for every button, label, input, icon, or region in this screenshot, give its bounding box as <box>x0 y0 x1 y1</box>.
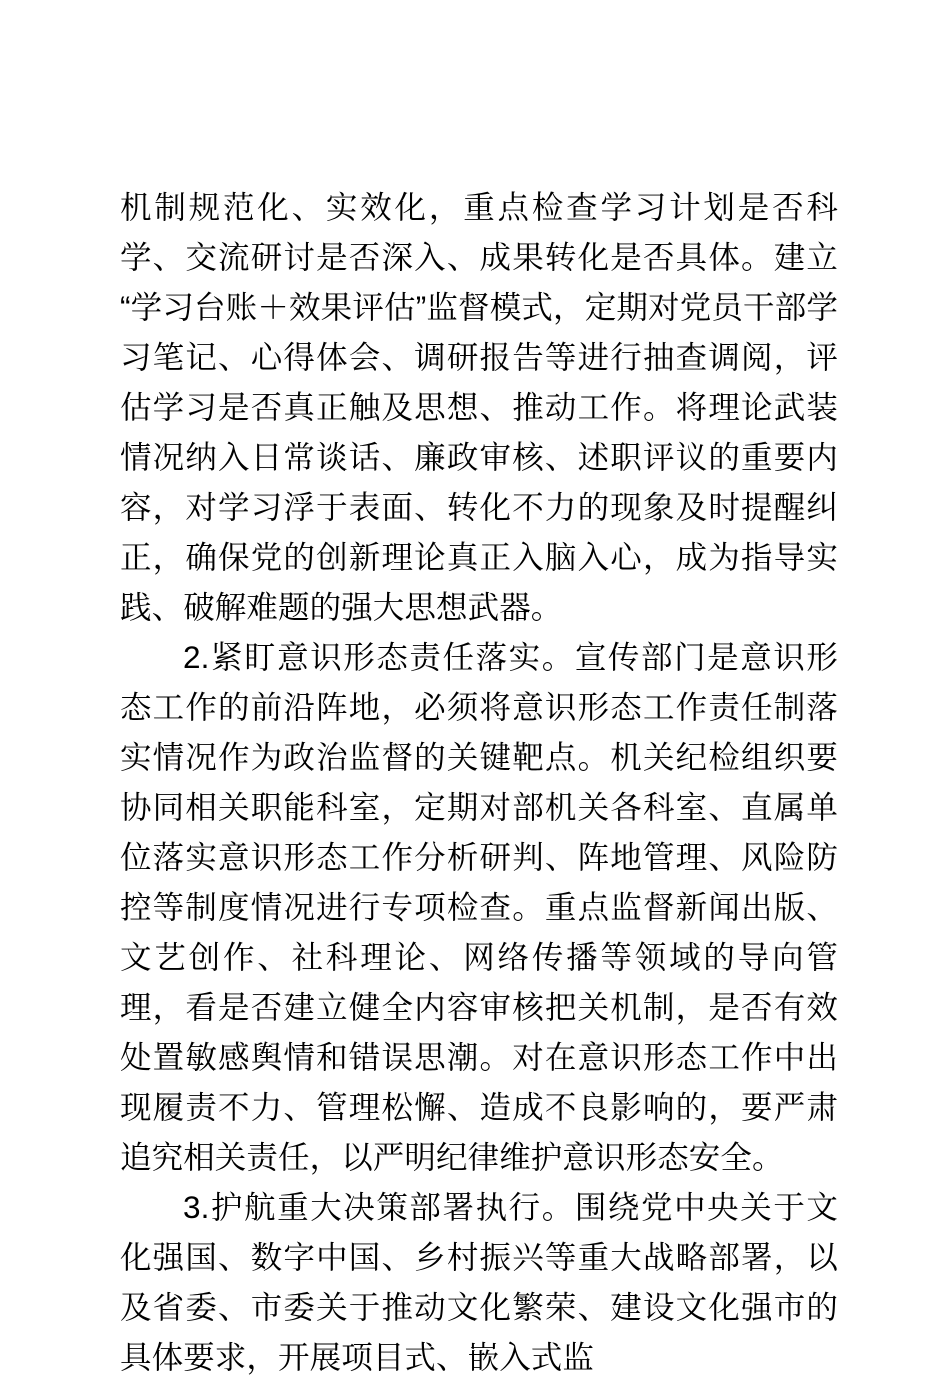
paragraph-item-2: 2.紧盯意识形态责任落实。宣传部门是意识形态工作的前沿阵地，必须将意识形态工作责任制落实情况作为政治监督的关键靶点。机关纪检组织要协同相关职能科室，定期对部机关各科室、直属单位落实意识形态工作分析研判、阵地管理、风险防控等制度情况进行专项检查。重点监督新闻出版、文艺创作、社科理论、网络传播等领域的导向管理，看是否建立健全内容审核把关机制，是否有效处置敏感舆情和错误思潮。对在意识形态工作中出现履责不力、管理松懈、造成不良影响的，要严肃追究相关责任，以严明纪律维护意识形态安全。 <box>120 639 838 1175</box>
paragraph-item-3: 3.护航重大决策部署执行。围绕党中央关于文化强国、数字中国、乡村振兴等重大战略部署，以及省委、市委关于推动文化繁荣、建设文化强市的具体要求，开展项目式、嵌入式监 <box>120 1189 838 1375</box>
paragraph-continued: 机制规范化、实效化，重点检查学习计划是否科学、交流研讨是否深入、成果转化是否具体。建立“学习台账＋效果评估”监督模式，定期对党员干部学习笔记、心得体会、调研报告等进行抽查调阅，评估学习是否真正触及思想、推动工作。将理论武装情况纳入日常谈话、廉政审核、述职评议的重要内容，对学习浮于表面、转化不力的现象及时提醒纠正，确保党的创新理论真正入脑入心，成为指导实践、破解难题的强大思想武器。 <box>120 189 838 625</box>
document-body <box>120 182 838 1382</box>
